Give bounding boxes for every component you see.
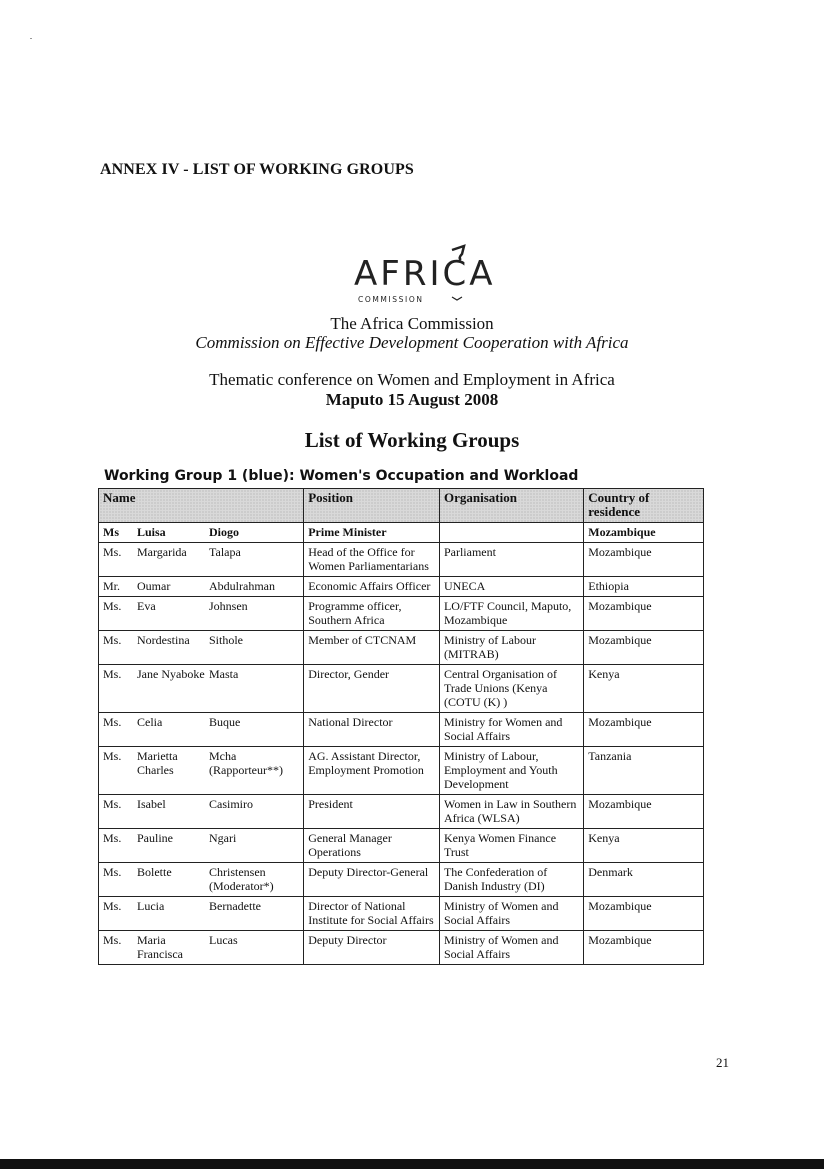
country-cell: Kenya xyxy=(584,665,704,713)
name-title: Mr. xyxy=(103,579,121,593)
country-cell: Denmark xyxy=(584,863,704,897)
name-cell xyxy=(99,863,304,897)
first-name: Marietta Charles xyxy=(137,749,178,777)
organisation-cell: Ministry of Labour (MITRAB) xyxy=(439,631,583,665)
organisation-cell: Ministry of Labour, Employment and Youth Development xyxy=(439,747,583,795)
table-row xyxy=(99,631,704,665)
table-row xyxy=(99,577,704,597)
last-name: Diogo xyxy=(209,525,239,539)
header-name: Name xyxy=(99,489,304,523)
country-cell: Mozambique xyxy=(584,543,704,577)
organisation-cell: The Confederation of Danish Industry (DI) xyxy=(439,863,583,897)
country-cell: Mozambique xyxy=(584,597,704,631)
first-name: Bolette xyxy=(137,865,172,879)
table-row xyxy=(99,931,704,965)
organisation-cell: Ministry for Women and Social Affairs xyxy=(439,713,583,747)
country-cell: Mozambique xyxy=(584,931,704,965)
first-name: Celia xyxy=(137,715,163,729)
list-title: List of Working Groups xyxy=(304,428,520,452)
name-cell xyxy=(99,523,304,543)
position-cell: President xyxy=(304,795,440,829)
table-row xyxy=(99,897,704,931)
table-row xyxy=(99,713,704,747)
last-name: Abdulrahman xyxy=(209,579,275,593)
last-name: Talapa xyxy=(209,545,241,559)
logo-sub: COMMISSION xyxy=(358,295,424,304)
first-name: Margarida xyxy=(137,545,187,559)
table-row xyxy=(99,829,704,863)
position-cell: National Director xyxy=(304,713,440,747)
page-number: 21 xyxy=(716,1055,729,1070)
name-title: Ms. xyxy=(103,749,122,763)
last-name: Johnsen xyxy=(209,599,248,613)
table-row xyxy=(99,863,704,897)
africa-commission-logo xyxy=(340,240,496,310)
organisation-cell: Kenya Women Finance Trust xyxy=(439,829,583,863)
name-cell xyxy=(99,829,304,863)
name-cell xyxy=(99,597,304,631)
last-name: Bernadette xyxy=(209,899,261,913)
country-cell: Mozambique xyxy=(584,795,704,829)
position-cell: Director, Gender xyxy=(304,665,440,713)
table-header-row xyxy=(99,489,704,523)
scan-bottom-edge xyxy=(0,1159,824,1169)
country-cell: Mozambique xyxy=(584,897,704,931)
name-title: Ms. xyxy=(103,933,122,947)
name-cell xyxy=(99,631,304,665)
last-name: Ngari xyxy=(209,831,237,845)
position-cell: Director of National Institute for Social Affairs xyxy=(304,897,440,931)
last-name: Casimiro xyxy=(209,797,253,811)
position-cell: General Manager Operations xyxy=(304,829,440,863)
country-cell: Tanzania xyxy=(584,747,704,795)
position-cell: Prime Minister xyxy=(304,523,440,543)
name-cell xyxy=(99,577,304,597)
name-cell xyxy=(99,713,304,747)
table-body xyxy=(99,523,704,965)
table-row xyxy=(99,747,704,795)
name-cell xyxy=(99,931,304,965)
header-country: Country of residence xyxy=(584,489,704,523)
position-cell: Programme officer, Southern Africa xyxy=(304,597,440,631)
logo-word: AFRICA xyxy=(354,254,496,294)
table-row xyxy=(99,597,704,631)
position-cell: Economic Affairs Officer xyxy=(304,577,440,597)
last-name: Buque xyxy=(209,715,241,729)
organisation-cell: LO/FTF Council, Maputo, Mozambique xyxy=(439,597,583,631)
table-row xyxy=(99,543,704,577)
name-title: Ms xyxy=(103,525,119,539)
organisation-name: The Africa Commission xyxy=(330,314,494,333)
scan-speck xyxy=(30,38,32,39)
first-name: Eva xyxy=(137,599,156,613)
name-cell xyxy=(99,897,304,931)
country-cell: Mozambique xyxy=(584,631,704,665)
working-group-table xyxy=(98,488,704,965)
last-name: Masta xyxy=(209,667,239,681)
last-name: Mcha (Rapporteur**) xyxy=(209,749,283,777)
first-name: Pauline xyxy=(137,831,173,845)
organisation-cell: Parliament xyxy=(439,543,583,577)
name-title: Ms. xyxy=(103,545,122,559)
first-name: Luisa xyxy=(137,525,166,539)
name-title: Ms. xyxy=(103,633,122,647)
organisation-subtitle: Commission on Effective Development Cooperation with Africa xyxy=(195,333,629,352)
header-position: Position xyxy=(304,489,440,523)
position-cell: Deputy Director-General xyxy=(304,863,440,897)
name-title: Ms. xyxy=(103,899,122,913)
last-name: Sithole xyxy=(209,633,244,647)
last-name: Christensen (Moderator*) xyxy=(209,865,274,893)
table-row xyxy=(99,665,704,713)
first-name: Maria Francisca xyxy=(137,933,183,961)
table-row xyxy=(99,795,704,829)
name-title: Ms. xyxy=(103,797,122,811)
name-title: Ms. xyxy=(103,865,122,879)
name-cell xyxy=(99,665,304,713)
organisation-cell: Ministry of Women and Social Affairs xyxy=(439,897,583,931)
name-cell xyxy=(99,795,304,829)
name-title: Ms. xyxy=(103,599,122,613)
last-name: Lucas xyxy=(209,933,238,947)
organisation-cell: Central Organisation of Trade Unions (Kenya (COTU (K) ) xyxy=(439,665,583,713)
organisation-cell xyxy=(439,523,583,543)
annex-title: ANNEX IV - LIST OF WORKING GROUPS xyxy=(100,161,414,178)
country-cell: Mozambique xyxy=(584,523,704,543)
header-organisation: Organisation xyxy=(439,489,583,523)
country-cell: Ethiopia xyxy=(584,577,704,597)
country-cell: Kenya xyxy=(584,829,704,863)
first-name: Jane Nyaboke xyxy=(137,667,205,681)
position-cell: AG. Assistant Director, Employment Promotion xyxy=(304,747,440,795)
organisation-cell: Women in Law in Southern Africa (WLSA) xyxy=(439,795,583,829)
position-cell: Head of the Office for Women Parliamentarians xyxy=(304,543,440,577)
position-cell: Deputy Director xyxy=(304,931,440,965)
name-cell xyxy=(99,543,304,577)
name-title: Ms. xyxy=(103,667,122,681)
name-title: Ms. xyxy=(103,831,122,845)
table-row xyxy=(99,523,704,543)
first-name: Lucia xyxy=(137,899,165,913)
organisation-cell: Ministry of Women and Social Affairs xyxy=(439,931,583,965)
first-name: Oumar xyxy=(137,579,171,593)
first-name: Nordestina xyxy=(137,633,190,647)
first-name: Isabel xyxy=(137,797,166,811)
organisation-cell: UNECA xyxy=(439,577,583,597)
name-title: Ms. xyxy=(103,715,122,729)
working-group-title: Working Group 1 (blue): Women's Occupation and Workload xyxy=(104,468,579,484)
country-cell: Mozambique xyxy=(584,713,704,747)
position-cell: Member of CTCNAM xyxy=(304,631,440,665)
conference-title: Thematic conference on Women and Employment in Africa xyxy=(209,370,615,389)
conference-date: Maputo 15 August 2008 xyxy=(325,390,499,409)
name-cell xyxy=(99,747,304,795)
